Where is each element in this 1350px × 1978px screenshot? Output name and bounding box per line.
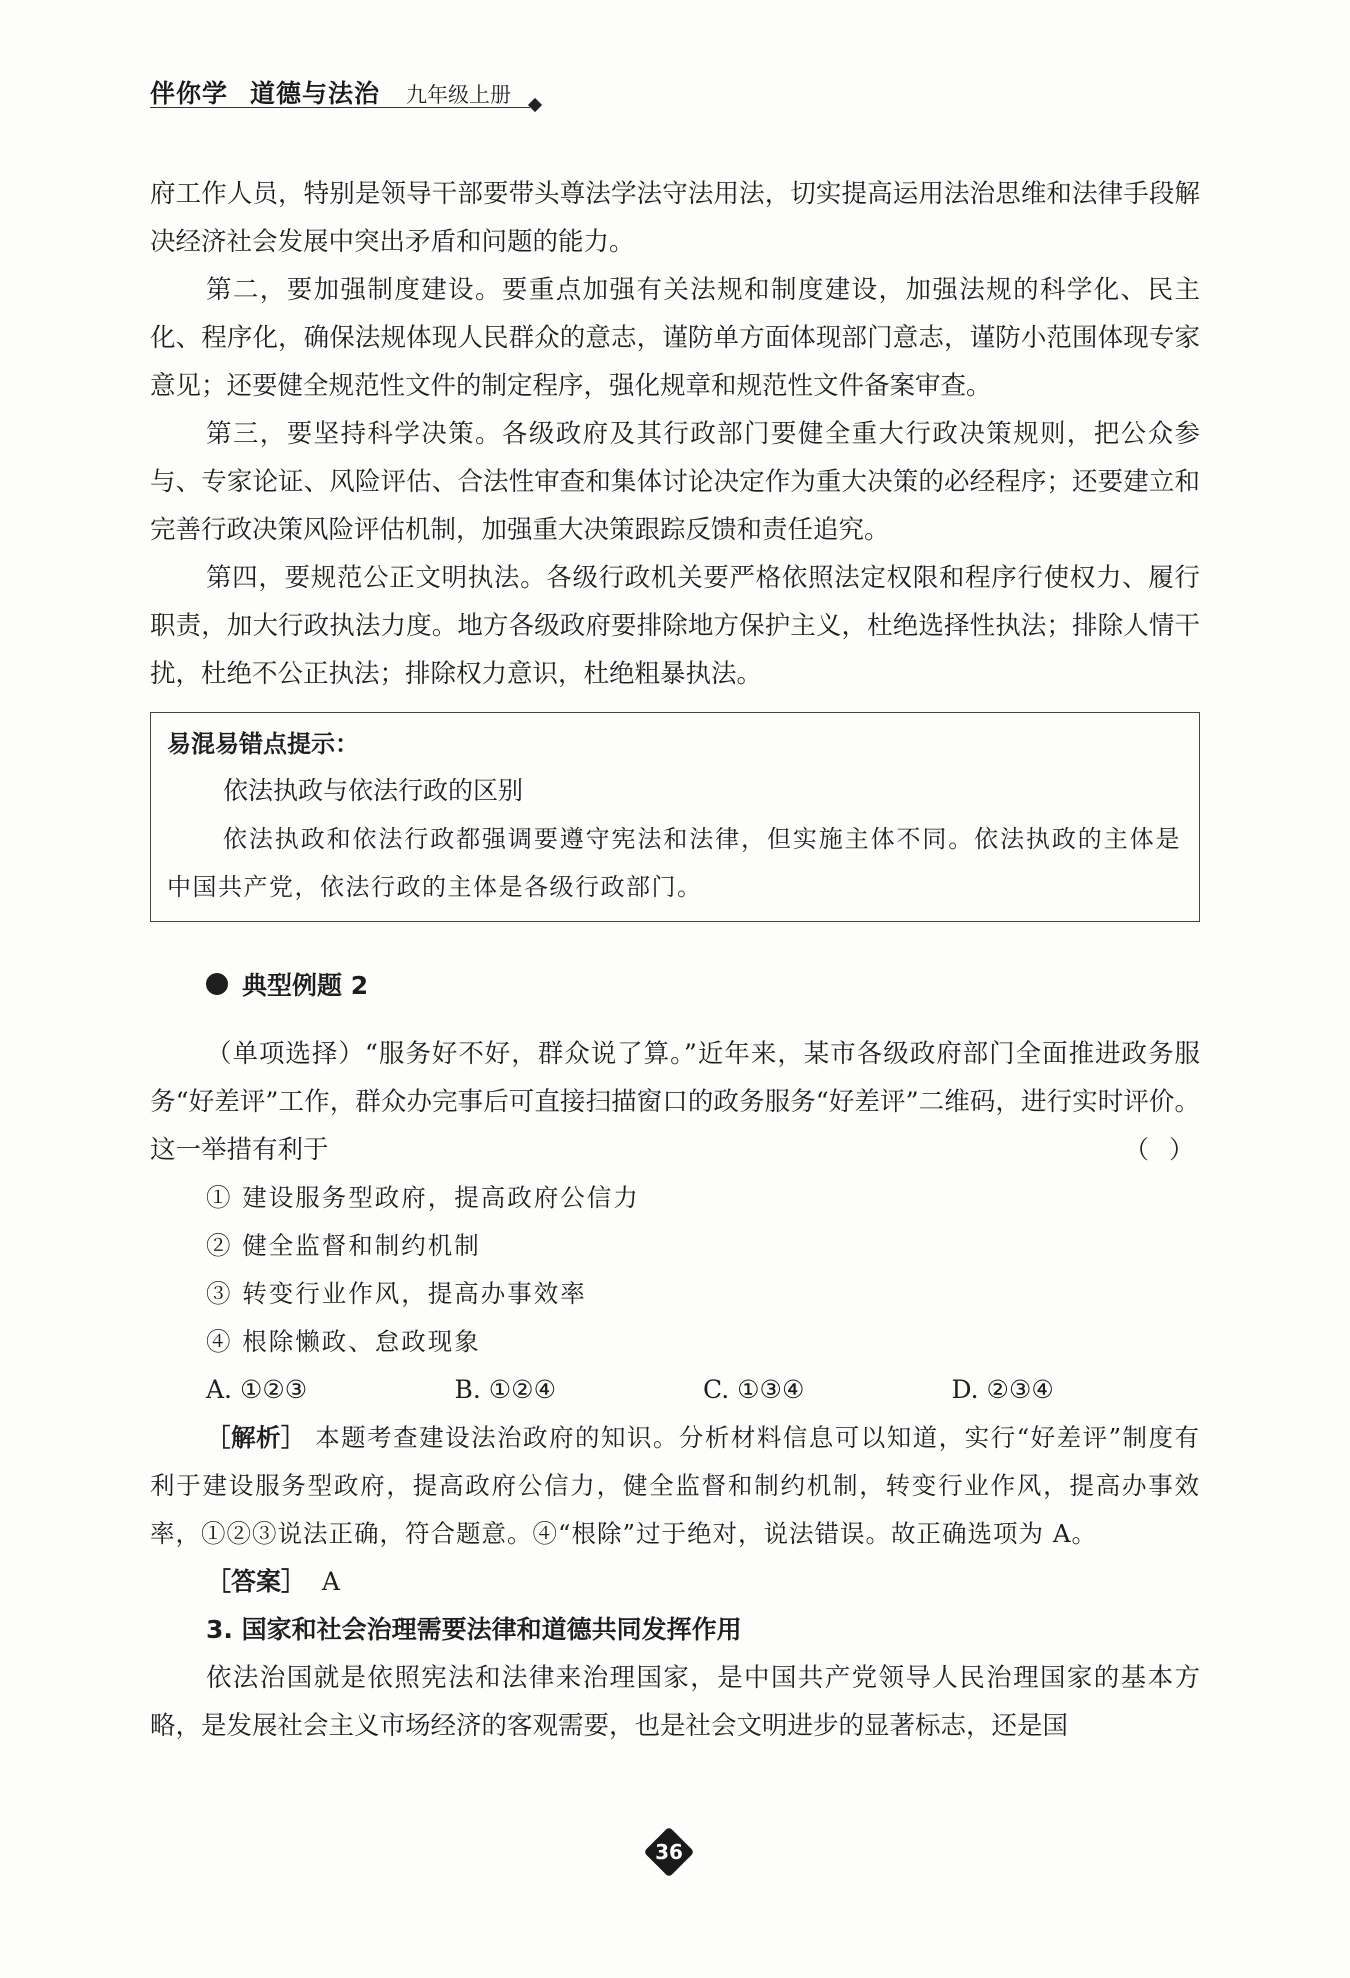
header-rule [150, 107, 530, 108]
answer-choices [150, 1366, 1200, 1414]
choice-a: A. ①②③ [206, 1375, 308, 1404]
option-item: ② 健全监督和制约机制 [206, 1231, 481, 1260]
bullet-dot-icon [206, 973, 228, 995]
example-title: 典型例题 2 [242, 971, 369, 1000]
book-title: 伴你学 [150, 79, 229, 108]
tip-box [150, 712, 1200, 922]
subject-title: 道德与法治 [250, 79, 381, 108]
option-item: ① 建设服务型政府，提高政府公信力 [206, 1183, 640, 1212]
paragraph: 第四，要规范公正文明执法。各级行政机关要严格依照法定权限和程序行使权力、履行职责，加大行政执法力度。地方各级政府要排除地方保护主义，杜绝选择性执法；排除人情干扰，杜绝不公正执法；排除权力意识，杜绝粗暴执法。 [150, 563, 1200, 689]
option-item: ③ 转变行业作风，提高办事效率 [206, 1279, 587, 1308]
choice-b: B. ①②④ [454, 1375, 557, 1404]
analysis-text: 本题考查建设法治政府的知识。分析材料信息可以知道，实行“好差评”制度有利于建设服务型政府，提高政府公信力，健全监督和制约机制，转变行业作风，提高办事效率，①②③说法正确，符合题意。④“根除”过于绝对，说法错误。故正确选项为 A。 [150, 1423, 1201, 1548]
question-stem [150, 1030, 1200, 1174]
answer-tag: ［答案］ [206, 1567, 307, 1596]
analysis [150, 1414, 1200, 1558]
answer-bracket: （ ） [1124, 1135, 1200, 1164]
page-body [150, 170, 1200, 1750]
analysis-tag: ［解析］ [206, 1423, 306, 1452]
question-block [150, 1030, 1200, 1606]
paragraph: 第三，要坚持科学决策。各级政府及其行政部门要健全重大行政决策规则，把公众参与、专家论证、风险评估、合法性审查和集体讨论决定作为重大决策的必经程序；还要建立和完善行政决策风险评估机制，加强重大决策跟踪反馈和责任追究。 [150, 419, 1200, 545]
choice-c: C. ①③④ [703, 1375, 805, 1404]
paragraph: 第二，要加强制度建设。要重点加强有关法规和制度建设，加强法规的科学化、民主化、程序化，确保法规体现人民群众的意志，谨防单方面体现部门意志，谨防小范围体现专家意见；还要健全规范性文件的制定程序，强化规章和规范性文件备案审查。 [150, 275, 1200, 401]
tip-title: 易混易错点提示： [167, 730, 359, 758]
header-diamond-icon [528, 98, 542, 112]
choice-d: D. ②③④ [951, 1375, 1054, 1404]
page-number-badge [644, 1827, 694, 1877]
running-header [150, 74, 511, 110]
option-item: ④ 根除懒政、怠政现象 [206, 1327, 481, 1356]
answer-line [150, 1558, 1200, 1606]
example-heading [206, 960, 1200, 1008]
paragraph: 府工作人员，特别是领导干部要带头尊法学法守法用法，切实提高运用法治思维和法律手段解决经济社会发展中突出矛盾和问题的能力。 [150, 179, 1200, 257]
tip-subtitle: 依法执政与依法行政的区别 [223, 776, 524, 805]
grade-label: 九年级上册 [406, 83, 512, 107]
section-heading: 3. 国家和社会治理需要法律和道德共同发挥作用 [206, 1615, 742, 1644]
section-text: 依法治国就是依照宪法和法律来治理国家，是中国共产党领导人民治理国家的基本方略，是发展社会主义市场经济的客观需要，也是社会文明进步的显著标志，还是国 [150, 1663, 1200, 1741]
answer-value: A [321, 1567, 340, 1596]
question-text: （单项选择）“服务好不好，群众说了算。”近年来，某市各级政府部门全面推进政务服务“好差评”工作，群众办完事后可直接扫描窗口的政务服务“好差评”二维码，进行实时评价。这一举措有利于 [150, 1039, 1200, 1165]
tip-body: 依法执政和依法行政都强调要遵守宪法和法律，但实施主体不同。依法执政的主体是中国共产党，依法行政的主体是各级行政部门。 [167, 825, 1181, 901]
page-number: 36 [655, 1840, 683, 1864]
